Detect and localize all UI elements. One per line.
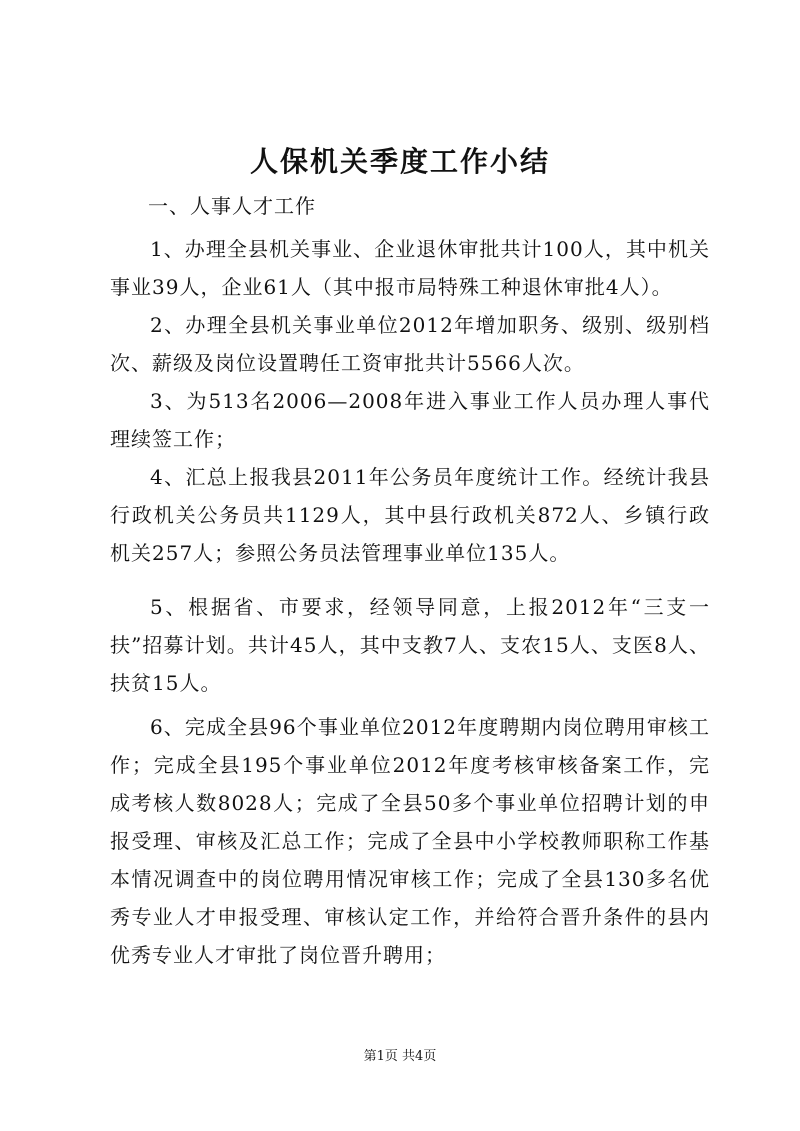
paragraph-1: 1、办理全县机关事业、企业退休审批共计100人，其中机关事业39人，企业61人（其中报市局特殊工种退休审批4人）。 — [110, 237, 710, 299]
paragraph-5: 5、根据省、市要求，经领导同意，上报2012年“三支一扶”招募计划。共计45人，其中支教7人、支农15人、支医8人、扶贫15人。 — [110, 595, 710, 695]
paragraph-3: 3、为513名2006—2008年进入事业工作人员办理人事代理续签工作； — [110, 389, 710, 451]
paragraph-2: 2、办理全县机关事业单位2012年增加职务、级别、级别档次、薪级及岗位设置聘任工资审批共计5566人次。 — [110, 313, 710, 375]
page-footer: 第1页 共4页 — [363, 1049, 437, 1064]
document-title: 人保机关季度工作小结 — [249, 145, 550, 178]
section-heading: 一、人事人才工作 — [148, 194, 316, 218]
paragraph-6: 6、完成全县96个事业单位2012年度聘期内岗位聘用审核工作；完成全县195个事业单位2012年度考核审核备案工作，完成考核人数8028人；完成了全县50多个事业单位招聘计划的申报受理、审核及汇总工作；完成了全县中小学校教师职称工作基本情况调查中的岗位聘用情况审核工作；完成了全县130多名优秀专业人才申报受理、审核认定工作，并给符合晋升条件的县内优秀专业人才审批了岗位晋升聘用； — [110, 715, 710, 967]
paragraph-4: 4、汇总上报我县2011年公务员年度统计工作。经统计我县行政机关公务员共1129人，其中县行政机关872人、乡镇行政机关257人；参照公务员法管理事业单位135人。 — [110, 465, 710, 565]
